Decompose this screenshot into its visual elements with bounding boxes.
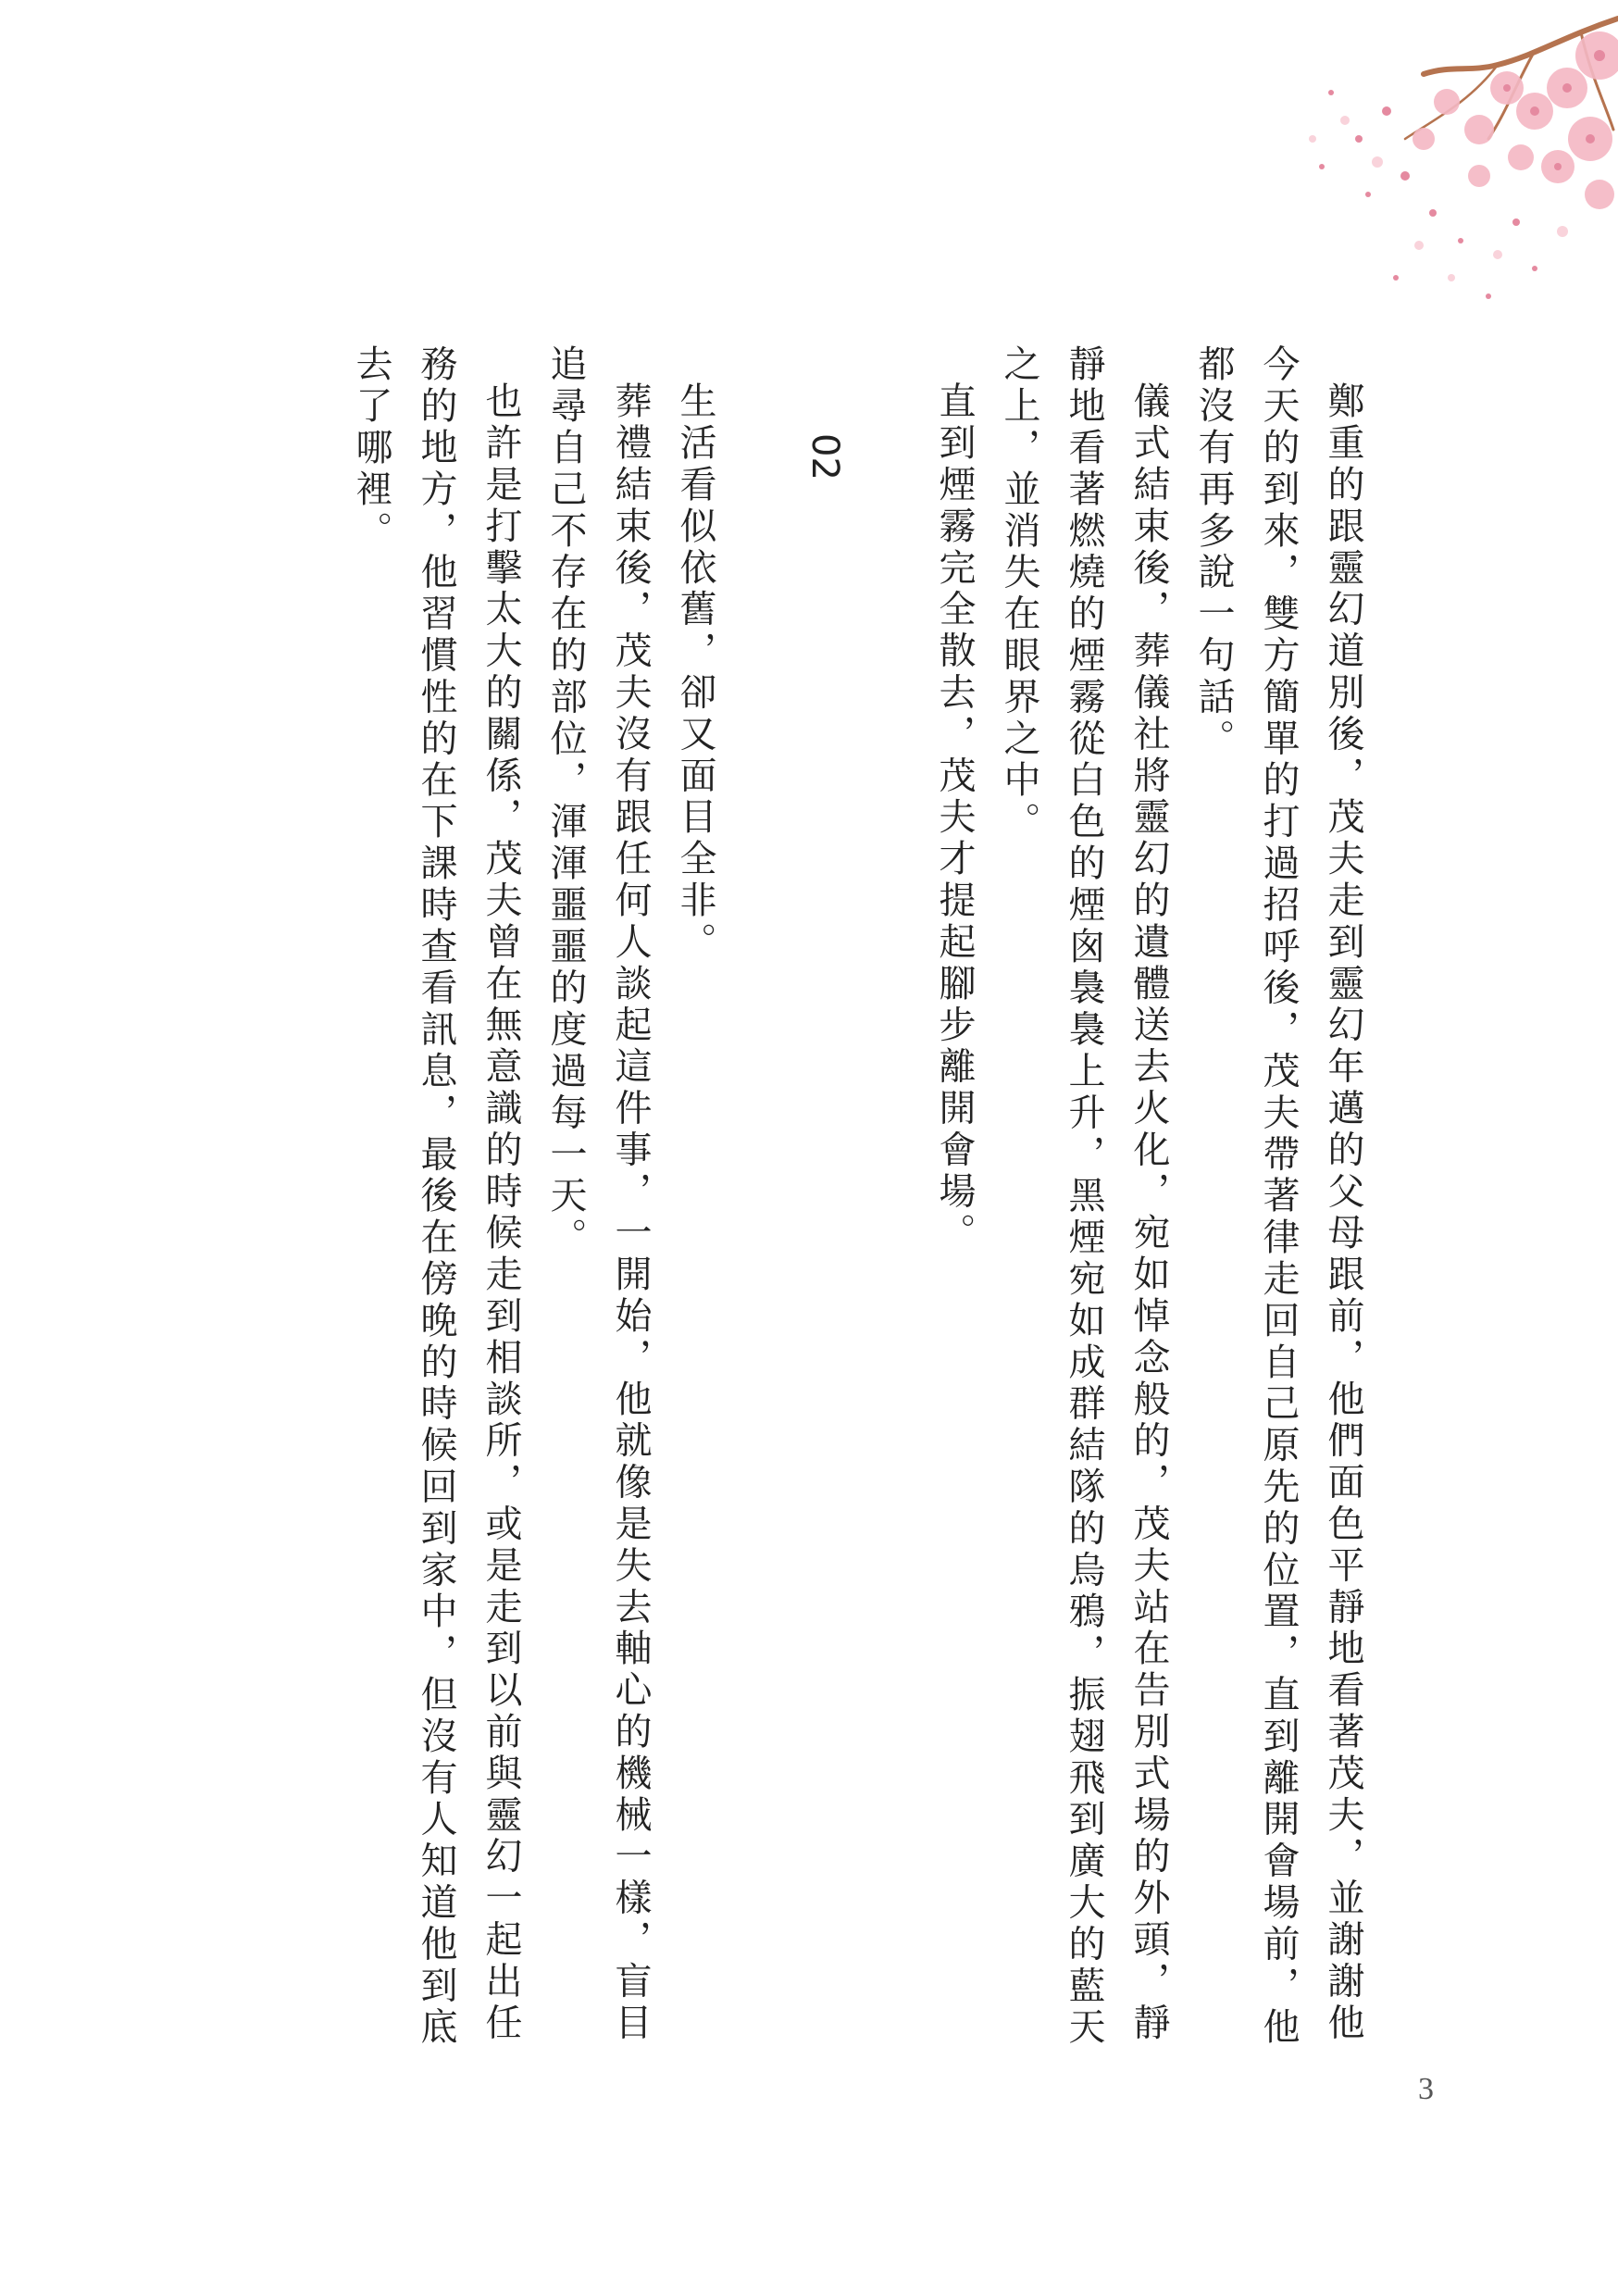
section-spacer — [728, 344, 792, 2066]
paragraph: 葬禮結束後，茂夫沒有跟任何人談起這件事，一開始，他就像是失去軸心的機械一樣，盲目追尋自己不存在的部位，渾渾噩噩的度過每一天。 — [544, 344, 652, 2044]
page-number: 3 — [1418, 2072, 1434, 2106]
paragraph: 生活看似依舊，卻又面目全非。 — [674, 381, 716, 964]
paragraph: 直到煙霧完全散去，茂夫才提起腳步離開會場。 — [933, 381, 976, 1254]
paragraph: 儀式結束後，葬儀社將靈幻的遺體送去火化，宛如悼念般的，茂夫站在告別式場的外頭，靜靜地看著燃燒的煙霧從白色的煙囪裊裊上升，黑煙宛如成群結隊的烏鴉，振翅飛到廣大的藍天之上，並消失在眼界之中。 — [998, 344, 1170, 2049]
paragraph: 鄭重的跟靈幻道別後，茂夫走到靈幻年邁的父母跟前，他們面色平靜地看著茂夫，並謝謝他今天的到來，雙方簡單的打過招呼後，茂夫帶著律走回自己原先的位置，直到離開會場前，他都沒有再多說一句話。 — [1192, 344, 1364, 2049]
paragraph: 也許是打擊太大的關係，茂夫曾在無意識的時候走到相談所，或是走到以前與靈幻一起出任務的地方，他習慣性的在下課時查看訊息，最後在傍晚的時候回到家中，但沒有人知道他到底去了哪裡。 — [350, 344, 522, 2049]
section-heading-label: 02 — [803, 433, 846, 480]
cherry-blossom-decoration — [1100, 0, 1618, 333]
body-text — [339, 344, 1375, 2066]
section-spacer — [857, 344, 922, 2066]
section-heading — [792, 344, 857, 2066]
